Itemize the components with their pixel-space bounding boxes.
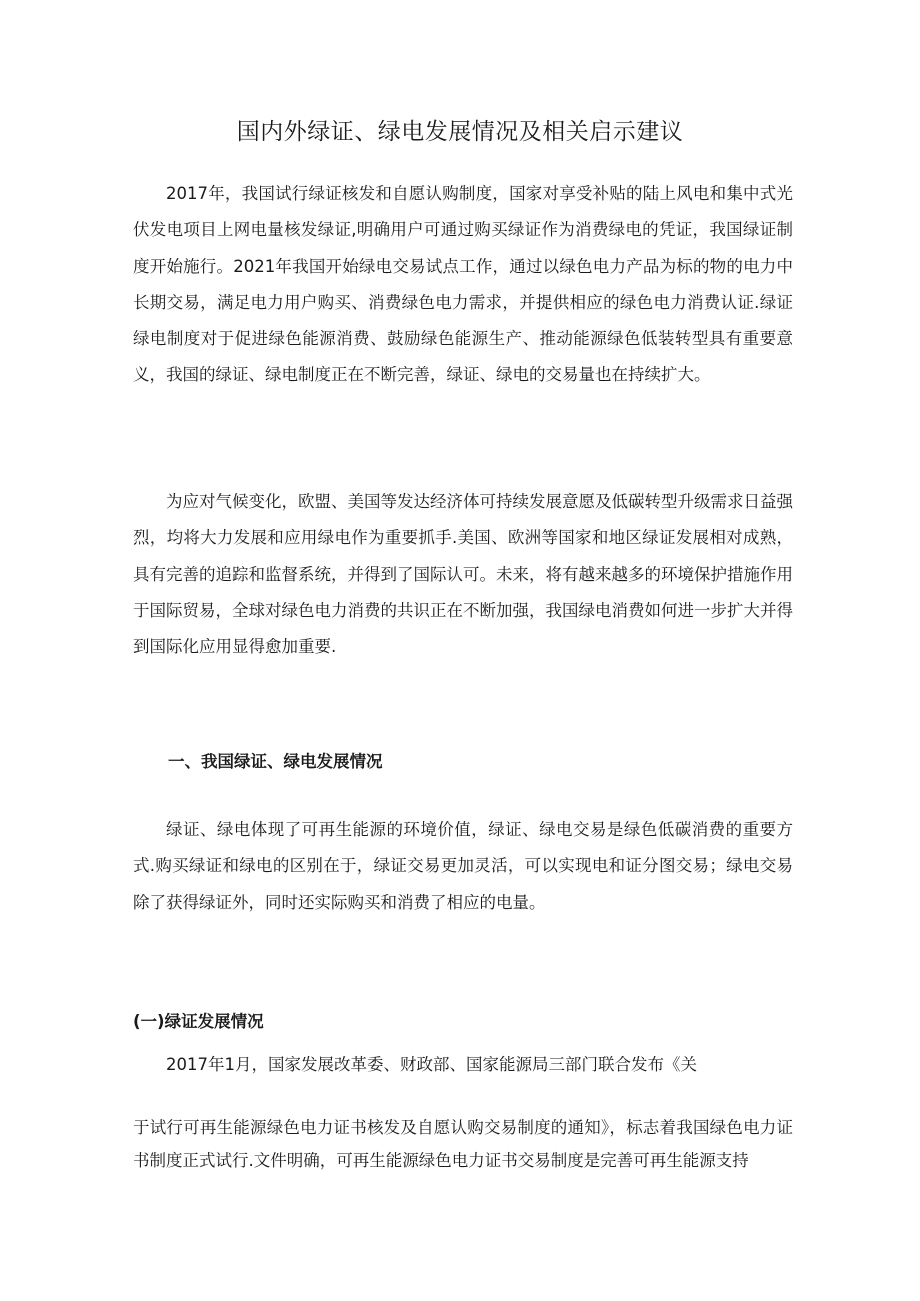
paragraph-subsection-1a: 2017年1月，国家发展改革委、财政部、国家能源局三部门联合发布《关 (166, 1055, 697, 1074)
paragraph-section-1: 绿证、绿电体现了可再生能源的环境价值，绿证、绿电交易是绿色低碳消费的重要方式.购买绿证和绿电的区别在于，绿证交易更加灵活，可以实现电和证分图交易；绿电交易除了获得绿证外，同时还实际购买和消费了相应的电量。 (133, 820, 793, 912)
paragraph-subsection-1b: 于试行可再生能源绿色电力证书核发及自愿认购交易制度的通知》，标志着我国绿色电力证书制度正式试行.文件明确，可再生能源绿色电力证书交易制度是完善可再生能源支持 (133, 1118, 793, 1170)
subsection-heading-1: (一)绿证发展情况 (133, 1012, 264, 1031)
section-heading-1: 一、我国绿证、绿电发展情况 (168, 752, 383, 771)
paragraph-intro: 2017年，我国试行绿证核发和自愿认购制度，国家对享受补贴的陆上风电和集中式光伏发电项目上网电量核发绿证,明确用户可通过购买绿证作为消费绿电的凭证，我国绿证制度开始施行。2021年我国开始绿电交易试点工作，通过以绿色电力产品为标的物的电力中长期交易，满足电力用户购买、消费绿色电力需求，并提供相应的绿色电力消费认证.绿证绿电制度对于促进绿色能源消费、鼓励绿色能源生产、推动能源绿色低装转型具有重要意义，我国的绿证、绿电制度正在不断完善，绿证、绿电的交易量也在持续扩大。 (133, 184, 793, 385)
document-title: 国内外绿证、绿电发展情况及相关启示建议 (236, 119, 684, 145)
paragraph-international: 为应对气候变化，欧盟、美国等发达经济体可持续发展意愿及低碳转型升级需求日益强烈，均将大力发展和应用绿电作为重要抓手.美国、欧洲等国家和地区绿证发展相对成熟，具有完善的追踪和监督系统，并得到了国际认可。未来，将有越来越多的环境保护措施作用于国际贸易，全球对绿色电力消费的共识正在不断加强，我国绿电消费如何进一步扩大并得到国际化应用显得愈加重要. (133, 492, 793, 657)
